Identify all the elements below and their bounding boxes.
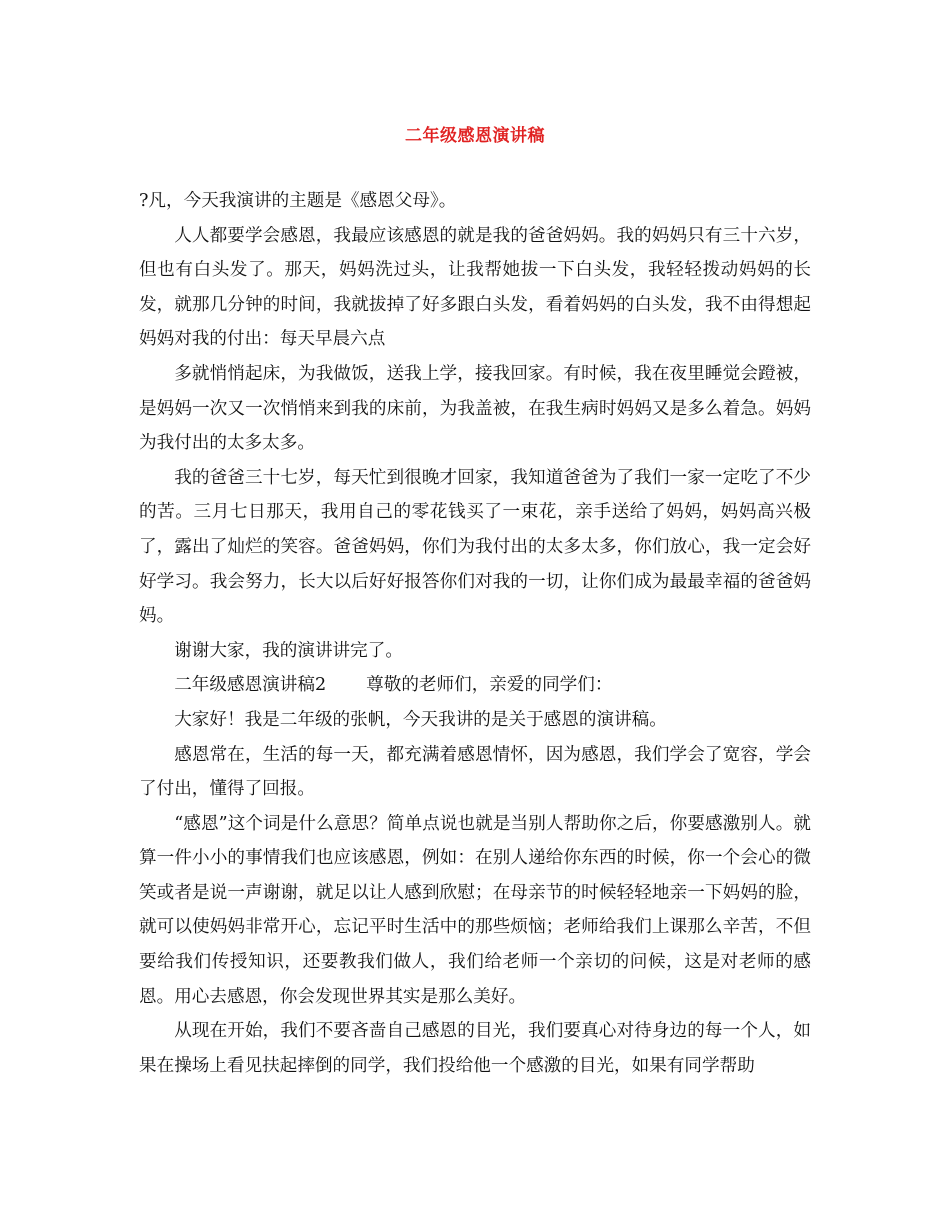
paragraph-5: 谢谢大家，我的演讲讲完了。 [174, 640, 403, 661]
section-2-greeting: 尊敬的老师们，亲爱的同学们： [366, 675, 613, 696]
document-body [139, 184, 811, 1083]
section-2-heading: 二年级感恩演讲稿2 [174, 675, 327, 696]
paragraph-6: 大家好！我是二年级的张帆，今天我讲的是关于感恩的演讲稿。 [174, 709, 667, 730]
paragraph-9: 从现在开始，我们不要吝啬自己感恩的目光，我们要真心对待身边的每一个人，如果在操场上看见扶起摔倒的同学，我们投给他一个感激的目光，如果有同学帮助 [139, 1021, 811, 1076]
paragraph-1: ?凡，今天我演讲的主题是《感恩父母》。 [139, 191, 457, 211]
section-2-line [139, 668, 811, 703]
paragraph-4: 我的爸爸三十七岁，每天忙到很晚才回家，我知道爸爸为了我们一家一定吃了不少的苦。三月七日那天，我用自己的零花钱买了一束花，亲手送给了妈妈，妈妈高兴极了，露出了灿烂的笑容。爸爸妈妈，你们为我付出的太多太多，你们放心，我一定会好好学习。我会努力，长大以后好好报答你们对我的一切，让你们成为最最幸福的爸爸妈妈。 [139, 467, 811, 627]
paragraph-2: 人人都要学会感恩，我最应该感恩的就是我的爸爸妈妈。我的妈妈只有三十六岁，但也有白头发了。那天，妈妈洗过头，让我帮她拔一下白头发，我轻轻拨动妈妈的长发，就那几分钟的时间，我就拔掉了好多跟白头发，看着妈妈的白头发，我不由得想起妈妈对我的付出：每天早晨六点 [139, 225, 811, 350]
document-title: 二年级感恩演讲稿 [405, 126, 545, 146]
paragraph-8: “感恩”这个词是什么意思？简单点说也就是当别人帮助你之后，你要感激别人。就算一件小小的事情我们也应该感恩，例如：在别人递给你东西的时候，你一个会心的微笑或者是说一声谢谢，就足以让人感到欣慰；在母亲节的时候轻轻地亲一下妈妈的脸，就可以使妈妈非常开心，忘记平时生活中的那些烦恼；老师给我们上课那么辛苦，不但要给我们传授知识，还要教我们做人，我们给老师一个亲切的问候，这是对老师的感恩。用心去感恩，你会发现世界其实是那么美好。 [139, 813, 811, 1007]
paragraph-3: 多就悄悄起床，为我做饭，送我上学，接我回家。有时候，我在夜里睡觉会蹬被，是妈妈一次又一次悄悄来到我的床前，为我盖被，在我生病时妈妈又是多么着急。妈妈为我付出的太多太多。 [139, 363, 811, 454]
paragraph-7: 感恩常在，生活的每一天，都充满着感恩情怀，因为感恩，我们学会了宽容，学会了付出，懂得了回报。 [139, 744, 811, 800]
